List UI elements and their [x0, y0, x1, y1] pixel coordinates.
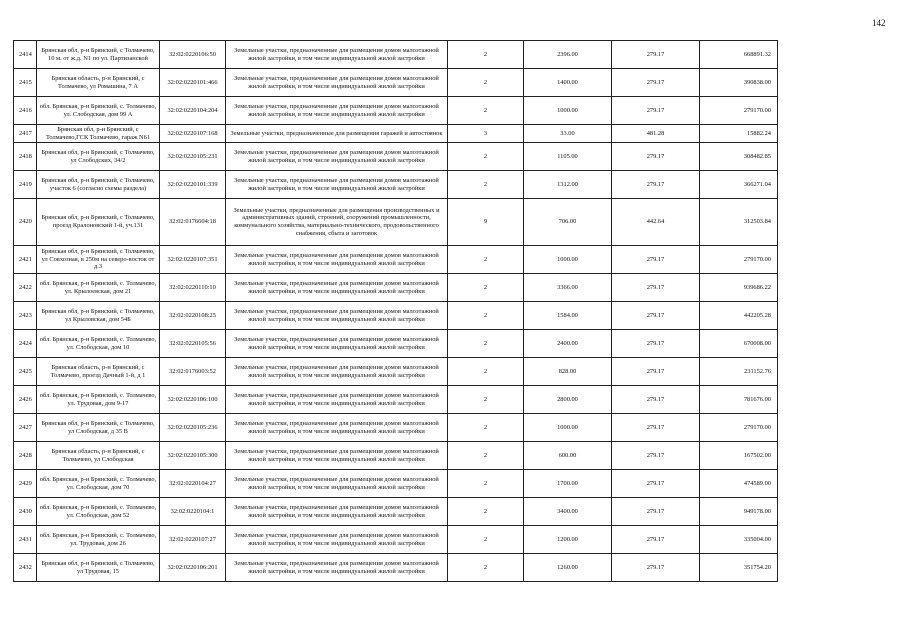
- land-use-cell: Земельные участки, предназначенные для размещения гаражей и автостоянок: [226, 125, 448, 143]
- table-row: [14, 442, 860, 470]
- row-number: 2429: [14, 470, 37, 498]
- specific-value-cell: 481.28: [612, 125, 700, 143]
- address-cell: обл. Брянская, р-н Брянский, с. Толмачево, ул. Слободская, дом 99 А: [37, 97, 160, 125]
- land-use-cell: Земельные участки, предназначенные для размещения домов малоэтажной жилой застройки, в том числе индивидуальной жилой застройки: [226, 302, 448, 330]
- cadastral-number-cell: 32:02:0220108:25: [160, 302, 226, 330]
- cadastral-value-cell: 474589.00: [700, 470, 778, 498]
- table-row: [14, 143, 860, 171]
- land-use-cell: Земельные участки, предназначенные для размещения домов малоэтажной жилой застройки, в том числе индивидуальной жилой застройки: [226, 386, 448, 414]
- cadastral-value-cell: 668891.32: [700, 41, 778, 69]
- cadastral-number-cell: 32:02:0220107:351: [160, 246, 226, 274]
- cadastral-number-cell: 32:02:0220104:27: [160, 470, 226, 498]
- row-number: 2425: [14, 358, 37, 386]
- row-number: 2416: [14, 97, 37, 125]
- address-cell: обл. Брянская, р-н Брянский, с. Толмачево, ул. Трудовая, дом 26: [37, 526, 160, 554]
- land-use-cell: Земельные участки, предназначенные для размещения домов малоэтажной жилой застройки, в том числе индивидуальной жилой застройки: [226, 69, 448, 97]
- table-row: [14, 526, 860, 554]
- cadastral-value-cell: 390838.00: [700, 69, 778, 97]
- area-cell: 600.00: [524, 442, 612, 470]
- cadastral-number-cell: 32:02:0220107:27: [160, 526, 226, 554]
- row-number: 2430: [14, 498, 37, 526]
- row-number: 2428: [14, 442, 37, 470]
- table-row: [14, 246, 860, 274]
- land-use-cell: Земельные участки, предназначенные для размещения домов малоэтажной жилой застройки, в том числе индивидуальной жилой застройки: [226, 246, 448, 274]
- specific-value-cell: 279.17: [612, 274, 700, 302]
- group-code-cell: 9: [448, 199, 524, 246]
- cadastral-value-cell: 351754.20: [700, 554, 778, 582]
- row-number: 2431: [14, 526, 37, 554]
- land-use-cell: Земельные участки, предназначенные для размещения домов малоэтажной жилой застройки, в том числе индивидуальной жилой застройки: [226, 554, 448, 582]
- area-cell: 706.00: [524, 199, 612, 246]
- area-cell: 33.00: [524, 125, 612, 143]
- specific-value-cell: 279.17: [612, 358, 700, 386]
- group-code-cell: 2: [448, 302, 524, 330]
- specific-value-cell: 279.17: [612, 498, 700, 526]
- table-row: [14, 414, 860, 442]
- cadastral-value-cell: 231152.76: [700, 358, 778, 386]
- area-cell: 3366.00: [524, 274, 612, 302]
- row-number: 2419: [14, 171, 37, 199]
- cadastral-value-cell: 15882.24: [700, 125, 778, 143]
- specific-value-cell: 279.17: [612, 171, 700, 199]
- cadastral-value-cell: 366271.04: [700, 171, 778, 199]
- group-code-cell: 2: [448, 330, 524, 358]
- area-cell: 1000.00: [524, 246, 612, 274]
- area-cell: 828.00: [524, 358, 612, 386]
- group-code-cell: 2: [448, 274, 524, 302]
- specific-value-cell: 279.17: [612, 41, 700, 69]
- specific-value-cell: 442.64: [612, 199, 700, 246]
- cadastral-value-cell: 279170.00: [700, 246, 778, 274]
- table-row: [14, 302, 860, 330]
- address-cell: Брянская область, р-н Брянский, с Толмачево, ул Слободская: [37, 442, 160, 470]
- area-cell: 1312.00: [524, 171, 612, 199]
- group-code-cell: 2: [448, 386, 524, 414]
- specific-value-cell: 279.17: [612, 97, 700, 125]
- cadastral-number-cell: 32:02:0176604:18: [160, 199, 226, 246]
- row-number: 2426: [14, 386, 37, 414]
- table-row: [14, 69, 860, 97]
- land-valuation-table: [13, 40, 860, 582]
- table-row: [14, 125, 860, 143]
- table-row: [14, 498, 860, 526]
- table-row: [14, 386, 860, 414]
- area-cell: 2400.00: [524, 330, 612, 358]
- table-row: [14, 330, 860, 358]
- address-cell: Брянская обл, р-н Брянский, с Толмачево, участок 6 (согласно схемы раздела): [37, 171, 160, 199]
- table-row: [14, 199, 860, 246]
- cadastral-number-cell: 32:02:0220104:204: [160, 97, 226, 125]
- specific-value-cell: 279.17: [612, 330, 700, 358]
- specific-value-cell: 279.17: [612, 143, 700, 171]
- cadastral-value-cell: 335004.00: [700, 526, 778, 554]
- group-code-cell: 2: [448, 246, 524, 274]
- row-number: 2415: [14, 69, 37, 97]
- table-row: [14, 470, 860, 498]
- group-code-cell: 2: [448, 470, 524, 498]
- cadastral-number-cell: 32:02:0220107:168: [160, 125, 226, 143]
- area-cell: 3400.00: [524, 498, 612, 526]
- land-use-cell: Земельные участки, предназначенные для размещения домов малоэтажной жилой застройки, в том числе индивидуальной жилой застройки: [226, 41, 448, 69]
- land-use-cell: Земельные участки, предназначенные для размещения домов малоэтажной жилой застройки, в том числе индивидуальной жилой застройки: [226, 470, 448, 498]
- address-cell: Брянская обл, р-н Брянский, с Толмачево, ул Слободская, д 35 В: [37, 414, 160, 442]
- row-number: 2423: [14, 302, 37, 330]
- address-cell: Брянская обл, р-н Брянский, с Толмачево, ул Трудовая, 15: [37, 554, 160, 582]
- address-cell: Брянская обл, р-н Брянский, с Толмачево, ул Крыловская, дом 54Б: [37, 302, 160, 330]
- address-cell: обл. Брянская, р-н Брянский, с. Толмачево, ул. Слободская, дом 10: [37, 330, 160, 358]
- area-cell: 2800.00: [524, 386, 612, 414]
- address-cell: Брянская обл, р-н Брянский, с Толмачево, ул Слободских, 34/2: [37, 143, 160, 171]
- specific-value-cell: 279.17: [612, 526, 700, 554]
- land-use-cell: Земельные участки, предназначенные для размещения домов малоэтажной жилой застройки, в том числе индивидуальной жилой застройки: [226, 442, 448, 470]
- cadastral-number-cell: 32:02:0220106:100: [160, 386, 226, 414]
- land-use-cell: Земельные участки, предназначенные для размещения домов малоэтажной жилой застройки, в том числе индивидуальной жилой застройки: [226, 330, 448, 358]
- group-code-cell: 2: [448, 97, 524, 125]
- group-code-cell: 2: [448, 526, 524, 554]
- row-number: 2418: [14, 143, 37, 171]
- cadastral-value-cell: 167502.00: [700, 442, 778, 470]
- address-cell: Брянская обл, р-н Брянский, с Толмачево, ул Совхозная, в 250м на северо-восток от д.3: [37, 246, 160, 274]
- address-cell: обл. Брянская, р-н Брянский, с. Толмачево, ул. Крылоевская, дом 21: [37, 274, 160, 302]
- address-cell: Брянская область, р-н Брянский, с Толмачево, ул Ромашина, 7 А: [37, 69, 160, 97]
- table-row: [14, 97, 860, 125]
- page-number: 142: [872, 18, 886, 28]
- cadastral-number-cell: 32:02:0220104:1: [160, 498, 226, 526]
- area-cell: 1584.00: [524, 302, 612, 330]
- specific-value-cell: 279.17: [612, 386, 700, 414]
- specific-value-cell: 279.17: [612, 470, 700, 498]
- row-number: 2424: [14, 330, 37, 358]
- cadastral-value-cell: 279170.00: [700, 97, 778, 125]
- area-cell: 1200.00: [524, 526, 612, 554]
- group-code-cell: 2: [448, 414, 524, 442]
- area-cell: 1105.00: [524, 143, 612, 171]
- cadastral-value-cell: 312503.84: [700, 199, 778, 246]
- cadastral-number-cell: 32:02:0220101:466: [160, 69, 226, 97]
- specific-value-cell: 279.17: [612, 69, 700, 97]
- group-code-cell: 2: [448, 442, 524, 470]
- group-code-cell: 3: [448, 125, 524, 143]
- area-cell: 1000.00: [524, 414, 612, 442]
- row-number: 2414: [14, 41, 37, 69]
- address-cell: обл. Брянская, р-н Брянский, с. Толмачево, ул. Слободская, дом 70: [37, 470, 160, 498]
- cadastral-value-cell: 939686.22: [700, 274, 778, 302]
- cadastral-number-cell: 32:02:0176003:52: [160, 358, 226, 386]
- cadastral-number-cell: 32:02:0220101:339: [160, 171, 226, 199]
- cadastral-number-cell: 32:02:0220105:236: [160, 414, 226, 442]
- row-number: 2417: [14, 125, 37, 143]
- cadastral-number-cell: 32:02:0220106:201: [160, 554, 226, 582]
- cadastral-number-cell: 32:02:0220105:56: [160, 330, 226, 358]
- table-row: [14, 171, 860, 199]
- land-use-cell: Земельные участки, предназначенные для размещения домов малоэтажной жилой застройки, в том числе индивидуальной жилой застройки: [226, 498, 448, 526]
- cadastral-value-cell: 949178.00: [700, 498, 778, 526]
- group-code-cell: 2: [448, 358, 524, 386]
- land-use-cell: Земельные участки, предназначенные для размещения домов малоэтажной жилой застройки, в том числе индивидуальной жилой застройки: [226, 97, 448, 125]
- cadastral-number-cell: 32:02:0220105:300: [160, 442, 226, 470]
- area-cell: 1400.00: [524, 69, 612, 97]
- specific-value-cell: 279.17: [612, 246, 700, 274]
- table-row: [14, 274, 860, 302]
- address-cell: Брянская область, р-н Брянский, с Толмачево, проезд Дачный 1-й, д 1: [37, 358, 160, 386]
- land-use-cell: Земельные участки, предназначенные для размещения домов малоэтажной жилой застройки, в том числе индивидуальной жилой застройки: [226, 143, 448, 171]
- area-cell: 2396.00: [524, 41, 612, 69]
- row-number: 2432: [14, 554, 37, 582]
- group-code-cell: 2: [448, 143, 524, 171]
- land-use-cell: Земельные участки, предназначенные для размещения производственных и административных зданий, строений, сооружений промышленности, коммунального хозяйства, материально-технического, продовольственного снабжения, сбыта и заготовок: [226, 199, 448, 246]
- land-use-cell: Земельные участки, предназначенные для размещения домов малоэтажной жилой застройки, в том числе индивидуальной жилой застройки: [226, 171, 448, 199]
- cadastral-number-cell: 32:02:0220110:10: [160, 274, 226, 302]
- cadastral-number-cell: 32:02:0220106:50: [160, 41, 226, 69]
- group-code-cell: 2: [448, 554, 524, 582]
- specific-value-cell: 279.17: [612, 442, 700, 470]
- cadastral-value-cell: 442205.28: [700, 302, 778, 330]
- row-number: 2427: [14, 414, 37, 442]
- table-row: [14, 358, 860, 386]
- specific-value-cell: 279.17: [612, 302, 700, 330]
- specific-value-cell: 279.17: [612, 414, 700, 442]
- address-cell: обл. Брянская, р-н Брянский, с. Толмачево, ул. Трудовая, дом 9-17: [37, 386, 160, 414]
- area-cell: 1000.00: [524, 97, 612, 125]
- area-cell: 1260.00: [524, 554, 612, 582]
- group-code-cell: 2: [448, 498, 524, 526]
- cadastral-value-cell: 670008.00: [700, 330, 778, 358]
- cadastral-value-cell: 781676.00: [700, 386, 778, 414]
- row-number: 2421: [14, 246, 37, 274]
- table-body: [14, 41, 860, 582]
- address-cell: Брянская обл, р-н Брянский, с Толмачево,ГСК Толмачево, гараж N61: [37, 125, 160, 143]
- table-row: [14, 41, 860, 69]
- land-use-cell: Земельные участки, предназначенные для размещения домов малоэтажной жилой застройки, в том числе индивидуальной жилой застройки: [226, 358, 448, 386]
- address-cell: обл. Брянская, р-н Брянский, с. Толмачево, ул. Слободская, дом 52: [37, 498, 160, 526]
- row-number: 2422: [14, 274, 37, 302]
- cadastral-value-cell: 308482.85: [700, 143, 778, 171]
- land-use-cell: Земельные участки, предназначенные для размещения домов малоэтажной жилой застройки, в том числе индивидуальной жилой застройки: [226, 526, 448, 554]
- group-code-cell: 2: [448, 41, 524, 69]
- address-cell: Брянская обл, р-н Брянский, с Толмачево, 10 м. от ж.д. N1 по ул. Партизанской: [37, 41, 160, 69]
- cadastral-number-cell: 32:02:0220105:231: [160, 143, 226, 171]
- group-code-cell: 2: [448, 171, 524, 199]
- specific-value-cell: 279.17: [612, 554, 700, 582]
- land-use-cell: Земельные участки, предназначенные для размещения домов малоэтажной жилой застройки, в том числе индивидуальной жилой застройки: [226, 274, 448, 302]
- cadastral-value-cell: 279170.00: [700, 414, 778, 442]
- area-cell: 1700.00: [524, 470, 612, 498]
- table-row: [14, 554, 860, 582]
- address-cell: Брянская обл, р-н Брянский, с Толмачево, проезд Кралоновский 1-й, уч.131: [37, 199, 160, 246]
- group-code-cell: 2: [448, 69, 524, 97]
- land-use-cell: Земельные участки, предназначенные для размещения домов малоэтажной жилой застройки, в том числе индивидуальной жилой застройки: [226, 414, 448, 442]
- row-number: 2420: [14, 199, 37, 246]
